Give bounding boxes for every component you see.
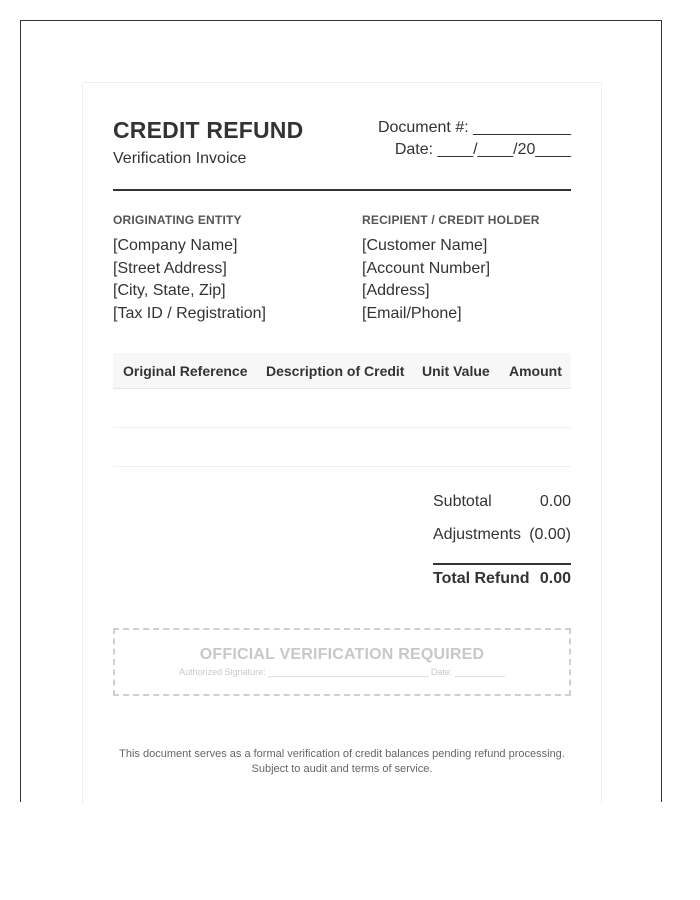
total-refund-value: 0.00 — [539, 570, 571, 587]
table-row[interactable] — [113, 428, 571, 467]
column-amount: Amount — [509, 363, 562, 379]
document-info — [378, 117, 571, 161]
total-refund-label: Total Refund — [433, 570, 530, 587]
column-unit-value: Unit Value — [422, 363, 490, 379]
verification-box — [113, 628, 571, 696]
table-row[interactable] — [113, 389, 571, 428]
footer-line-2: Subject to audit and terms of service. — [251, 763, 433, 775]
originating-entity-heading: ORIGINATING ENTITY — [113, 213, 242, 227]
recipient-credit-holder — [362, 213, 592, 325]
invoice-header — [113, 117, 571, 189]
adjustments-row — [433, 526, 571, 559]
account-number-field[interactable]: [Account Number] — [362, 259, 491, 277]
column-description-of-credit: Description of Credit — [266, 363, 405, 379]
adjustments-label: Adjustments — [433, 526, 522, 543]
street-address-field[interactable]: [Street Address] — [113, 259, 227, 277]
document-date-field[interactable]: Date: ____/____/20____ — [394, 141, 571, 158]
credit-items-table — [113, 353, 571, 467]
footer-line-1: This document serves as a formal verification of credit balances pending refund processing. — [119, 748, 565, 760]
address-field[interactable]: [Address] — [362, 282, 430, 299]
total-refund-row — [433, 570, 571, 603]
adjustments-value: (0.00) — [529, 526, 571, 543]
city-state-zip-field[interactable]: [City, State, Zip] — [113, 282, 226, 299]
header-divider — [113, 189, 571, 191]
footer-note — [101, 747, 583, 777]
document-subtitle: Verification Invoice — [113, 150, 247, 167]
subtotal-label: Subtotal — [433, 493, 492, 510]
verification-title: OFFICIAL VERIFICATION REQUIRED — [199, 646, 485, 663]
document-number-field[interactable]: Document #: ___________ — [377, 119, 571, 136]
totals-section — [433, 493, 571, 587]
document-title: CREDIT REFUND — [113, 117, 304, 143]
company-name-field[interactable]: [Company Name] — [113, 237, 238, 254]
signature-line[interactable]: Authorized Signature: ________________________________ Date: __________ — [179, 667, 505, 677]
total-divider — [433, 563, 571, 565]
column-original-reference: Original Reference — [123, 363, 248, 379]
originating-entity — [113, 213, 343, 325]
subtotal-row — [433, 493, 571, 526]
recipient-heading: RECIPIENT / CREDIT HOLDER — [362, 213, 540, 227]
invoice-card — [82, 82, 602, 804]
email-phone-field[interactable]: [Email/Phone] — [362, 304, 462, 322]
subtotal-value: 0.00 — [539, 493, 571, 510]
customer-name-field[interactable]: [Customer Name] — [362, 237, 488, 254]
tax-id-field[interactable]: [Tax ID / Registration] — [113, 304, 266, 322]
page-sheet — [20, 20, 662, 802]
table-header — [113, 353, 571, 389]
